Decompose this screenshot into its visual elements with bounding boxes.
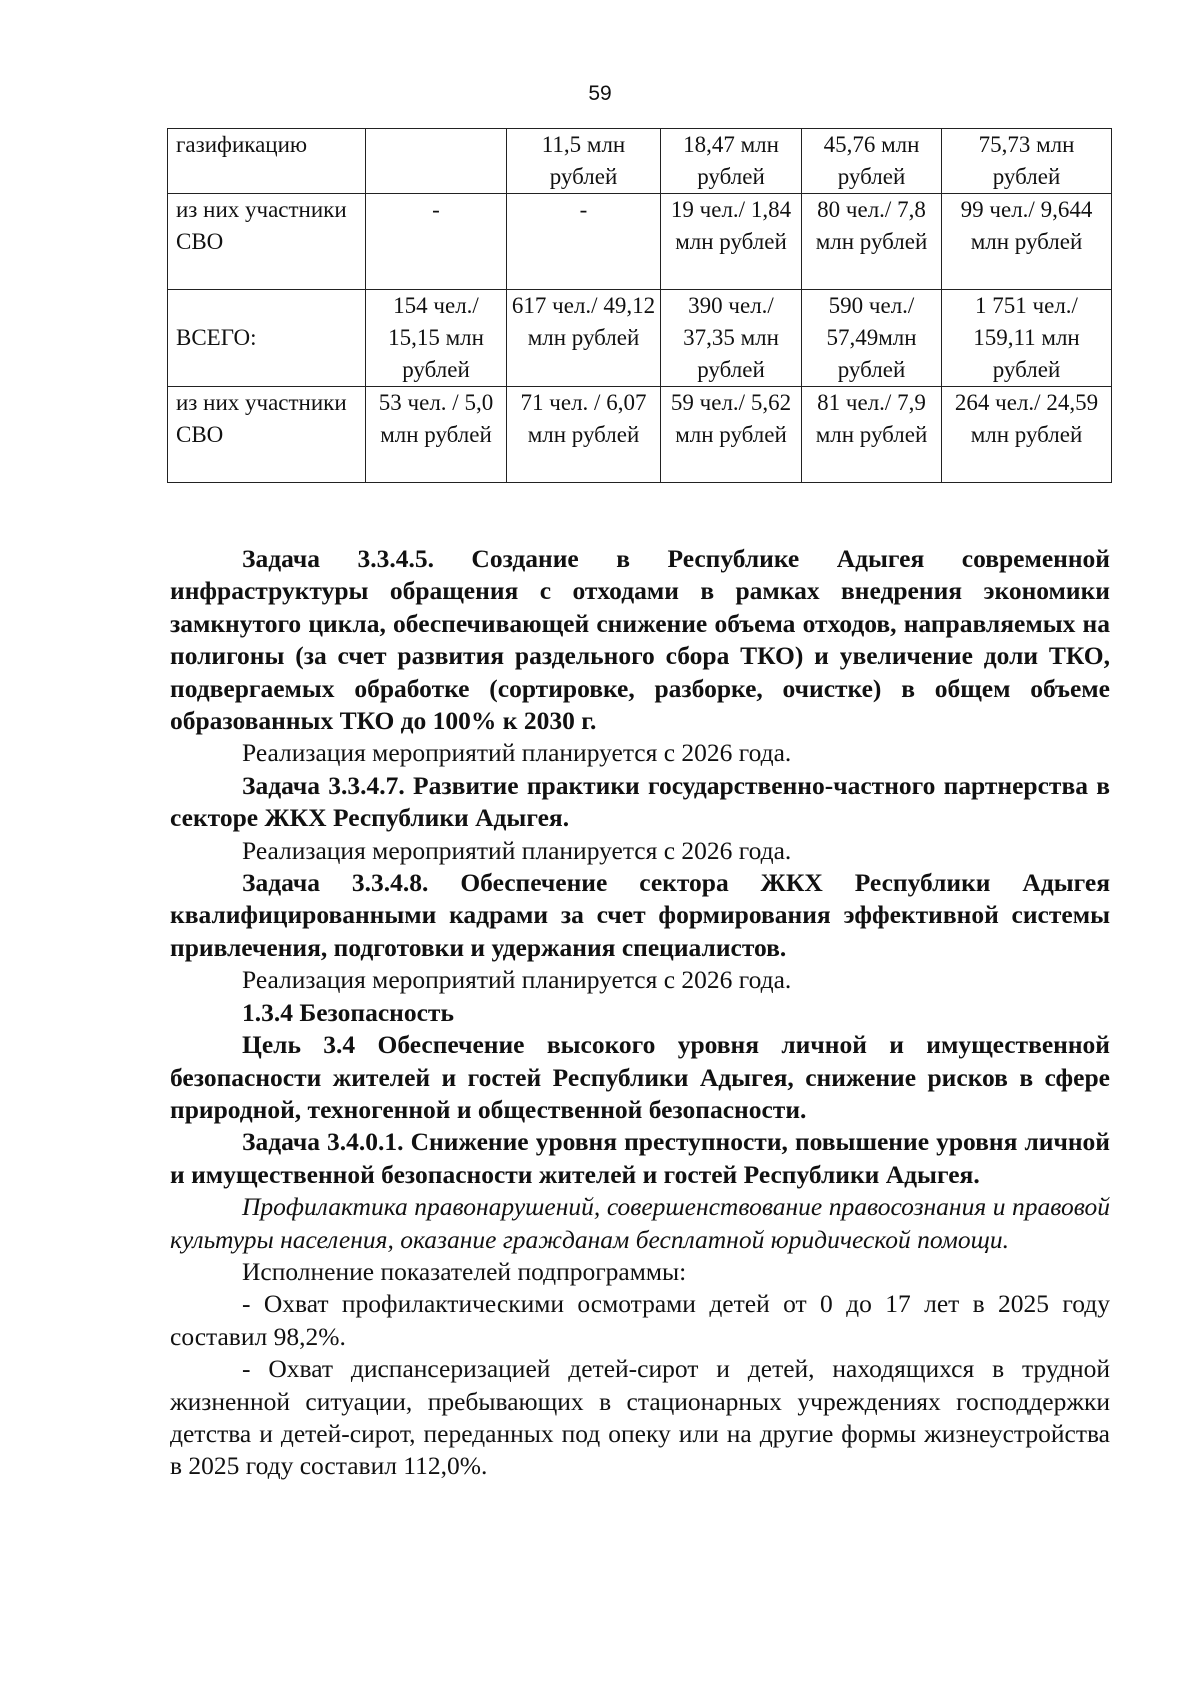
table-cell: 19 чел./ 1,84 млн рублей: [661, 194, 802, 290]
table-cell: 1 751 чел./ 159,11 млн рублей: [942, 290, 1112, 387]
table-cell: 80 чел./ 7,8 млн рублей: [802, 194, 942, 290]
row-label: из них участники СВО: [168, 194, 366, 290]
table-cell: 45,76 млн рублей: [802, 129, 942, 194]
body-text: [170, 543, 1110, 1483]
table-cell: -: [366, 194, 507, 290]
table-cell: 81 чел./ 7,9 млн рублей: [802, 387, 942, 483]
task-heading: Задача 3.3.4.8. Обеспечение сектора ЖКХ Республики Адыгея квалифицированными кадрами за счет формирования эффективной системы привлечения, подготовки и удержания специалистов.: [170, 868, 1110, 962]
table-row: [168, 129, 1112, 194]
table-cell: 390 чел./ 37,35 млн рублей: [661, 290, 802, 387]
task-heading: Задача 3.3.4.5. Создание в Республике Адыгея современной инфраструктуры обращения с отходами в рамках внедрения экономики замкнутого цикла, обеспечивающей снижение объема отходов, направляемых на полигоны (за счет развития раздельного сбора ТКО) и увеличение доли ТКО, подвергаемых обработке (сортировке, разборке, очистке) в общем объеме образованных ТКО до 100% к 2030 г.: [170, 544, 1110, 736]
italic-paragraph: Профилактика правонарушений, совершенствование правосознания и правовой культуры населения, оказание гражданам бесплатной юридической помощи.: [170, 1192, 1110, 1254]
table-row: [168, 290, 1112, 387]
table-cell: 264 чел./ 24,59 млн рублей: [942, 387, 1112, 483]
row-label: ВСЕГО:: [168, 290, 366, 387]
table-cell: 53 чел. / 5,0 млн рублей: [366, 387, 507, 483]
table-cell: -: [507, 194, 661, 290]
table-cell: 11,5 млн рублей: [507, 129, 661, 194]
task-heading: Задача 3.3.4.7. Развитие практики государственно-частного партнерства в секторе ЖКХ Республики Адыгея.: [170, 770, 1110, 833]
table-cell: 590 чел./ 57,49млн рублей: [802, 290, 942, 387]
table-row: [168, 387, 1112, 483]
table-cell: [366, 129, 507, 194]
table-cell: 154 чел./ 15,15 млн рублей: [366, 290, 507, 387]
list-item: - Охват профилактическими осмотрами детей от 0 до 17 лет в 2025 году составил 98,2%.: [170, 1289, 1110, 1351]
table-cell: 71 чел. / 6,07 млн рублей: [507, 387, 661, 483]
table-cell: 59 чел./ 5,62 млн рублей: [661, 387, 802, 483]
table-cell: 75,73 млн рублей: [942, 129, 1112, 194]
paragraph: Исполнение показателей подпрограммы:: [242, 1256, 687, 1286]
row-label: из них участники СВО: [168, 387, 366, 483]
list-item: - Охват диспансеризацией детей-сирот и детей, находящихся в трудной жизненной ситуации, пребывающих в стационарных учреждениях господдержки детства и детей-сирот, переданных под опеку или на другие формы жизнеустройства в 2025 году составил 112,0%.: [170, 1354, 1110, 1481]
table-row: [168, 194, 1112, 290]
section-heading: 1.3.4 Безопасность: [242, 997, 454, 1027]
paragraph: Реализация мероприятий планируется с 2026 года.: [242, 835, 792, 865]
paragraph: Реализация мероприятий планируется с 2026 года.: [242, 738, 792, 768]
page-number: 59: [588, 82, 612, 105]
goal-heading: Цель 3.4 Обеспечение высокого уровня личной и имущественной безопасности жителей и гостей Республики Адыгея, снижение рисков в сфере природной, техногенной и общественной безопасности.: [170, 1030, 1110, 1124]
table-cell: 18,47 млн рублей: [661, 129, 802, 194]
paragraph: Реализация мероприятий планируется с 2026 года.: [242, 965, 792, 995]
table-cell: 99 чел./ 9,644 млн рублей: [942, 194, 1112, 290]
task-heading: Задача 3.4.0.1. Снижение уровня преступности, повышение уровня личной и имущественной безопасности жителей и гостей Республики Адыгея.: [170, 1127, 1110, 1189]
table-cell: 617 чел./ 49,12 млн рублей: [507, 290, 661, 387]
row-label: газификацию: [168, 129, 366, 194]
funding-table: [167, 128, 1112, 483]
